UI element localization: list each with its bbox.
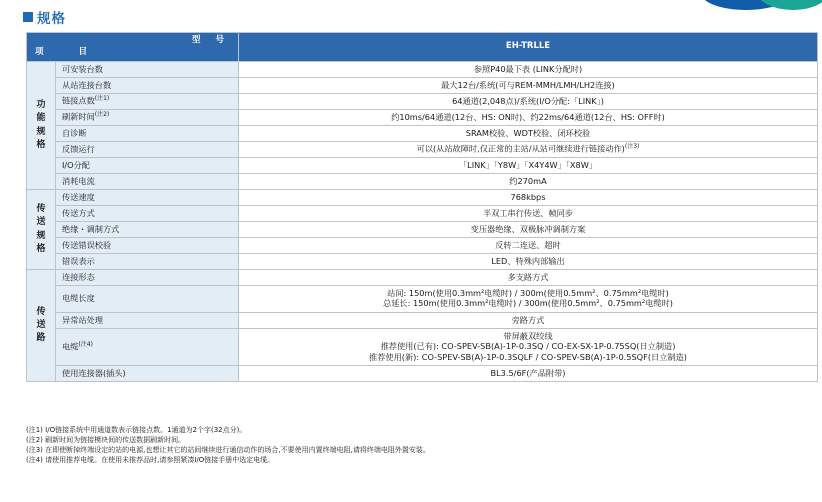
row-value: [239, 222, 818, 238]
row-value: [239, 206, 818, 222]
row-value: [239, 328, 818, 365]
table-header-row: [27, 33, 818, 62]
group-label-text: 功能规格: [36, 100, 46, 150]
row-value-text: 变压器绝缘、双极脉冲调制方案: [470, 223, 586, 234]
row-value-line: 总延长: 150m(使用0.3mm²电缆时) / 300m(使用0.5mm²、0.75mm²电缆时): [383, 298, 673, 309]
row-label: [56, 286, 239, 313]
table-row: [27, 206, 818, 222]
table-row: [27, 78, 818, 94]
group-label: [27, 270, 56, 382]
row-value: [239, 312, 818, 328]
row-value-text: 反转二连送、超时: [495, 239, 561, 250]
table-row: [27, 328, 818, 365]
section-title: 规格: [37, 11, 66, 27]
row-label-text: 传送速度: [62, 191, 95, 202]
row-value: [239, 78, 818, 94]
row-label-text: 可安装台数: [62, 63, 103, 74]
row-label: [56, 328, 239, 365]
footnote: (注1) I/O链接系统中用通道数表示链接点数。1通道为2个字(32点分)。: [26, 426, 247, 434]
row-value-text: 64通道(2,048点)/系统(I/O分配:「LINK」): [452, 95, 604, 106]
row-label-text: 绝缘・调制方式: [62, 223, 120, 234]
row-value-line: 带屏蔽双绞线: [503, 330, 553, 341]
row-value: [239, 126, 818, 142]
heading-square-icon: [23, 12, 33, 22]
row-label: [56, 110, 239, 126]
row-label-text: 电缆: [62, 341, 79, 352]
group-label-text: 传送规格: [36, 204, 46, 254]
row-label: [56, 238, 239, 254]
row-label: [56, 270, 239, 286]
table-row: [27, 312, 818, 328]
row-value-text: 约270mA: [509, 175, 547, 186]
header-diagonal-cell: [27, 33, 239, 62]
row-value-text: 可以(从站故障时,仅正常的主站/从站可继续进行链接动作): [416, 144, 625, 155]
spec-table: [26, 32, 818, 382]
row-label: [56, 206, 239, 222]
row-label: [56, 312, 239, 328]
group-label: [27, 62, 56, 190]
row-value-text: 旁路方式: [511, 314, 545, 325]
table-row: [27, 142, 818, 158]
row-value-text: BL3.5/6F(产品附带): [490, 367, 566, 378]
group-label: [27, 190, 56, 270]
section-heading: [23, 8, 66, 26]
table-row: [27, 190, 818, 206]
row-value-line: 推荐使用(新): CO-SPEV-SB(A)-1P-0.3SQLF / CO-SPEV-SB(A)-1P-0.5SQF(日立制造): [369, 351, 687, 362]
row-value: [239, 174, 818, 190]
row-label-text: 链接点数: [62, 96, 95, 107]
row-value-text: SRAM校验、WDT校验、闭环校验: [465, 127, 591, 138]
table-row: [27, 286, 818, 313]
table-row: [27, 158, 818, 174]
row-label: [56, 222, 239, 238]
row-label: [56, 190, 239, 206]
row-label-text: 传送方式: [62, 207, 95, 218]
row-value: [239, 270, 818, 286]
row-value: [239, 158, 818, 174]
footnote: (注2) 刷新时间为链接模块间的传送数据刷新时间。: [26, 436, 186, 444]
row-label-text: 自诊断: [62, 127, 87, 138]
row-label-text: 连接形态: [62, 271, 95, 282]
row-value-text: 半双工串行传送、帧同步: [482, 207, 574, 218]
row-label: [56, 78, 239, 94]
row-value: [239, 190, 818, 206]
row-value: [239, 286, 818, 313]
row-label-note: (注2): [94, 111, 110, 119]
row-label: [56, 142, 239, 158]
row-value-line: 站间: 150m(使用0.3mm²电缆时) / 300m(使用0.5mm²、0.75mm²电缆时): [387, 288, 669, 298]
table-row: [27, 366, 818, 382]
row-value: [239, 142, 818, 158]
footnote: (注4) 请使用推荐电缆。在使用未推荐品时,请参照紧凑I/O链接手册中选定电缆。: [26, 456, 275, 464]
table-row: [27, 254, 818, 270]
row-label-note: (注4): [78, 340, 93, 348]
row-label: [56, 254, 239, 270]
row-label-text: 使用连接器(插头): [62, 367, 126, 378]
footnotes: [26, 425, 430, 465]
row-label-text: I/O分配: [62, 159, 90, 170]
footnote: (注3) 在即使断掉终端设定的站的电源,也想让其它的站间继续进行通信动作的场合,不要使用内置终端电阻,请将终端电阻外置安装。: [26, 446, 430, 454]
row-value-line: 推荐使用(已有): CO-SPEV-SB(A)-1P-0.3SQ / CO-EX-SX-1P-0.75SQ(日立制造): [380, 341, 676, 352]
table-row: [27, 94, 818, 110]
header-item-label: 项 目: [35, 47, 103, 58]
row-label: [56, 158, 239, 174]
header-model-label: 型 号: [192, 35, 230, 45]
row-value: [239, 110, 818, 126]
table-row: [27, 222, 818, 238]
row-label-text: 从站连接台数: [62, 79, 112, 90]
row-label-text: 错误表示: [62, 255, 95, 266]
row-label-text: 异常站处理: [62, 314, 103, 325]
table-row: [27, 174, 818, 190]
table-row: [27, 270, 818, 286]
table-row: [27, 110, 818, 126]
row-value-text: 768kbps: [510, 191, 546, 202]
row-label-text: 电缆长度: [62, 293, 95, 304]
row-label: [56, 174, 239, 190]
row-value-text: 参照P40最下表 (LINK分配时): [473, 63, 583, 74]
model-name: EH-TRLLE: [239, 33, 818, 62]
row-label: [56, 94, 239, 110]
row-label-text: 消耗电流: [62, 175, 95, 186]
row-label: [56, 366, 239, 382]
row-value-text: 约10ms/64通道(12台、HS: ON时)、约22ms/64通道(12台、HS: OFF时): [391, 111, 665, 122]
row-value-text: LED、特殊内部输出: [491, 255, 565, 266]
row-value: [239, 94, 818, 110]
row-value: [239, 254, 818, 270]
row-label-text: 传送错误校验: [62, 239, 112, 250]
row-label: [56, 62, 239, 78]
row-value: [239, 62, 818, 78]
row-label-text: 刷新时间: [62, 112, 95, 123]
row-value-text: 最大12台/系统(可与REM-MMH/LMH/LH2连接): [441, 79, 615, 90]
row-value-text: 「LINK」「Y8W」「X4Y4W」「X8W」: [458, 159, 597, 170]
table-row: [27, 62, 818, 78]
table-row: [27, 238, 818, 254]
row-value-note: (注3): [624, 143, 640, 151]
row-value-text: 多支路方式: [507, 271, 549, 282]
row-label: [56, 126, 239, 142]
row-label-text: 反馈运行: [62, 143, 95, 154]
row-value: [239, 366, 818, 382]
row-label-note: (注1): [94, 95, 110, 103]
row-value: [239, 238, 818, 254]
table-row: [27, 126, 818, 142]
group-label-text: 传送路: [36, 306, 46, 344]
